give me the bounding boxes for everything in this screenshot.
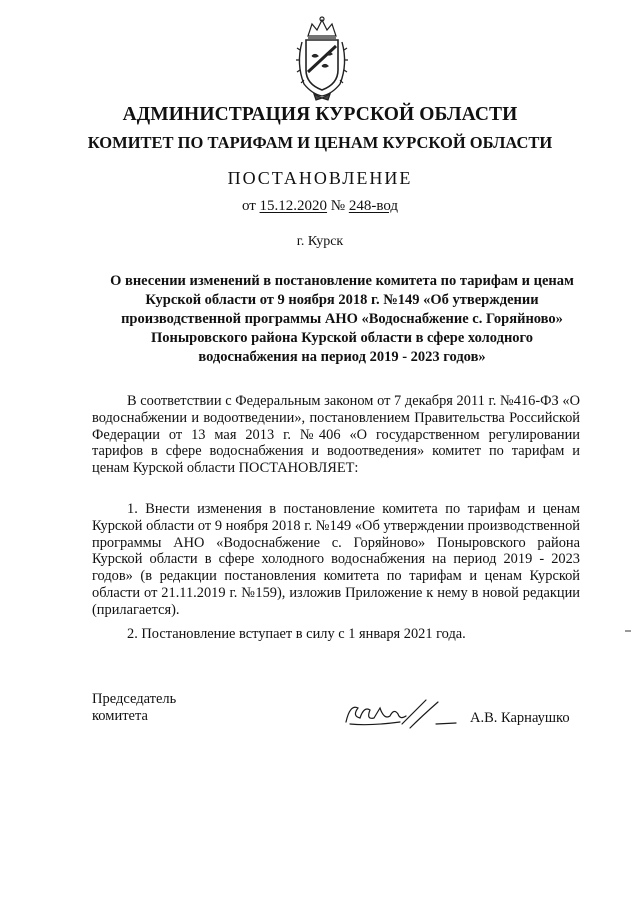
document-subject: О внесении изменений в постановление комитета по тарифам и ценам Курской области от 9 ноября 2018 г. №149 «Об утверждении производственной программы АНО «Водоснабжение с. Горяйново» Поныровского района Курской области в сфере холодного водоснабжения на период 2019 - 2023 годов» [110, 273, 574, 365]
document-type: ПОСТАНОВЛЕНИЕ [227, 168, 413, 188]
signer-name: А.В. Карнаушко [470, 710, 570, 726]
signer-title-line-1: Председатель [92, 691, 177, 707]
date-prefix: от [241, 198, 256, 214]
item-2-paragraph: 2. Постановление вступает в силу с 1 января 2021 года. [127, 626, 466, 642]
signer-title-line-2: комитета [92, 708, 148, 724]
item-1-paragraph: 1. Внести изменения в постановление комитета по тарифам и ценам Курской области от 9 ноября 2018 г. №149 «Об утверждении производственной программы АНО «Водоснабжение с. Горяйново» Поныровского района Курской области в сфере холодного водоснабжения на период 2019 - 2023 годов» (в редакции постановления комитета по тарифам и ценам Курской области от 21.11.2019 г. №159), изложив Приложение к нему в новой редакции (прилагается). [92, 501, 580, 618]
handwritten-signature-icon [340, 694, 458, 734]
coat-of-arms-icon [290, 14, 354, 102]
city: г. Курск [296, 234, 344, 249]
committee-heading: КОМИТЕТ ПО ТАРИФАМ И ЦЕНАМ КУРСКОЙ ОБЛАСТИ [87, 133, 553, 152]
organization-heading: АДМИНИСТРАЦИЯ КУРСКОЙ ОБЛАСТИ [122, 104, 518, 125]
number-prefix: № [330, 198, 346, 214]
preamble-paragraph: В соответствии с Федеральным законом от 7 декабря 2011 г. №416-ФЗ «О водоснабжении и водоотведении», постановлением Правительства Российской Федерации от 13 мая 2013 г. №406 «О государственном регулировании тарифов в сфере водоснабжения и водоотведения» комитет по тарифам и ценам Курской области ПОСТАНОВЛЯЕТ: [92, 393, 580, 477]
document-number: 248-вод [348, 198, 399, 214]
margin-mark [625, 630, 631, 632]
document-date-number [0, 198, 640, 215]
document-date: 15.12.2020 [259, 198, 328, 214]
